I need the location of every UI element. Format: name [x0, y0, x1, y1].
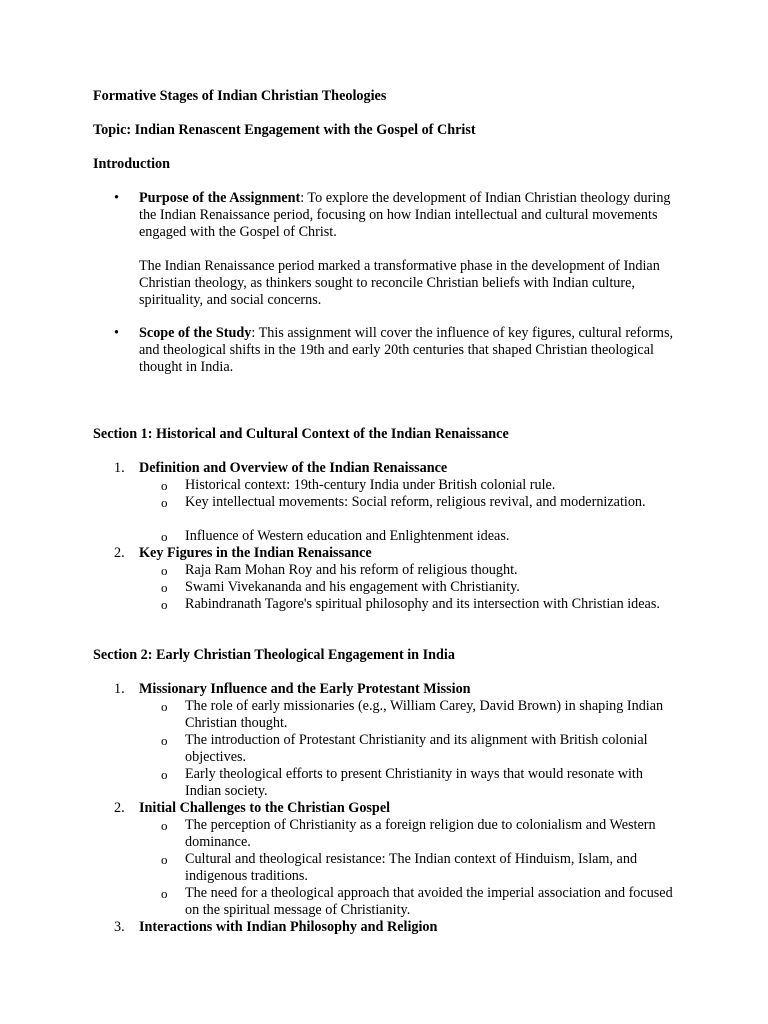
list-item-title: Missionary Influence and the Early Protestant Mission [139, 681, 471, 697]
sub-bullet-marker: o [161, 495, 168, 510]
list-item-title: Interactions with Indian Philosophy and Religion [139, 919, 438, 935]
sub-bullet-marker: o [161, 597, 168, 612]
sub-list-item: Historical context: 19th-century India under British colonial rule. [185, 477, 556, 493]
list-number: 1. [114, 681, 125, 697]
purpose-label: Purpose of the Assignment [139, 190, 301, 206]
list-number: 2. [114, 800, 125, 816]
scope-label: Scope of the Study [139, 325, 252, 341]
bullet-marker: • [114, 325, 119, 341]
list-number: 1. [114, 460, 125, 476]
sub-list-item: Key intellectual movements: Social reform, religious revival, and modernization. [185, 494, 646, 510]
purpose-paragraph [139, 190, 684, 241]
bullet-marker: • [114, 190, 119, 206]
sub-list-item: Cultural and theological resistance: The Indian context of Hinduism, Islam, and indigenous traditions. [185, 851, 638, 884]
sub-bullet-marker: o [161, 580, 168, 595]
purpose-text: : To explore the development of Indian Christian theology during the Indian Renaissance period, focusing on how Indian intellectual and cultural movements engaged with the Gospel of Christ. [139, 190, 671, 240]
sub-bullet-marker: o [161, 563, 168, 578]
list-number: 2. [114, 545, 125, 561]
sub-list-item: Rabindranath Tagore's spiritual philosophy and its intersection with Christian ideas. [185, 596, 660, 612]
sub-list-item: Influence of Western education and Enlightenment ideas. [185, 528, 510, 544]
sub-list-item: Raja Ram Mohan Roy and his reform of religious thought. [185, 562, 518, 578]
sub-bullet-marker: o [161, 767, 168, 782]
scope-paragraph [139, 325, 684, 376]
list-item-title: Definition and Overview of the Indian Renaissance [139, 460, 448, 476]
sub-list-item: Swami Vivekananda and his engagement with Christianity. [185, 579, 520, 595]
renaissance-paragraph: The Indian Renaissance period marked a transformative phase in the development of Indian Christian theology, as thinkers sought to reconcile Christian beliefs with Indian culture, spirituality, and social concerns. [139, 258, 660, 308]
sub-bullet-marker: o [161, 733, 168, 748]
sub-list-item: The role of early missionaries (e.g., William Carey, David Brown) in shaping Indian Christian thought. [185, 698, 664, 731]
sub-bullet-marker: o [161, 818, 168, 833]
list-item-title: Initial Challenges to the Christian Gospel [139, 800, 391, 816]
sub-bullet-marker: o [161, 852, 168, 867]
list-item-title: Key Figures in the Indian Renaissance [139, 545, 372, 561]
introduction-heading: Introduction [93, 156, 170, 172]
section2-heading: Section 2: Early Christian Theological Engagement in India [93, 647, 455, 663]
section1-heading: Section 1: Historical and Cultural Context of the Indian Renaissance [93, 426, 509, 442]
sub-list-item: The introduction of Protestant Christianity and its alignment with British colonial objectives. [185, 732, 648, 765]
sub-bullet-marker: o [161, 529, 168, 544]
topic-heading: Topic: Indian Renascent Engagement with the Gospel of Christ [93, 122, 476, 138]
sub-list-item: Early theological efforts to present Christianity in ways that would resonate with Indian society. [185, 766, 643, 799]
sub-list-item: The perception of Christianity as a foreign religion due to colonialism and Western dominance. [185, 817, 656, 850]
document-title: Formative Stages of Indian Christian Theologies [93, 88, 387, 104]
scope-text: : This assignment will cover the influence of key figures, cultural reforms, and theological shifts in the 19th and early 20th centuries that shaped Christian theological thought in India. [139, 325, 674, 375]
sub-bullet-marker: o [161, 478, 168, 493]
sub-list-item: The need for a theological approach that avoided the imperial association and focused on the spiritual message of Christianity. [185, 885, 673, 918]
sub-bullet-marker: o [161, 886, 168, 901]
sub-bullet-marker: o [161, 699, 168, 714]
list-number: 3. [114, 919, 125, 935]
